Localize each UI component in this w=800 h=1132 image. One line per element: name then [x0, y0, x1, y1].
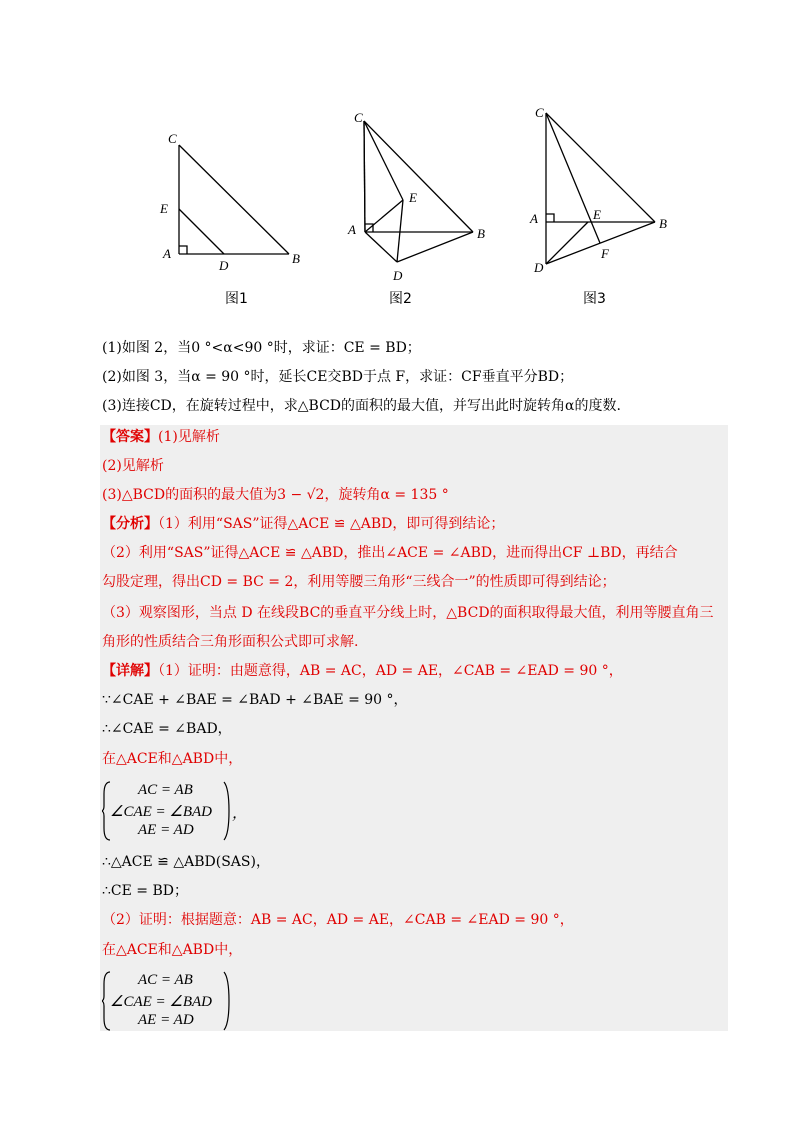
figure-1-lines: [179, 145, 289, 254]
detail-tag: 【详解】: [102, 663, 158, 679]
system-2-row-1: AC = AB: [138, 972, 193, 988]
fig3-point-a: A: [530, 211, 538, 226]
answer-2: (2)见解析: [102, 458, 164, 474]
system-2-row-3: AE = AD: [138, 1012, 194, 1028]
system-1-row-1: AC = AB: [138, 782, 193, 798]
fig2-point-d: D: [393, 268, 403, 283]
system-2-row-2: ∠CAE = ∠BAD: [110, 994, 213, 1010]
fig1-point-d: D: [219, 258, 229, 273]
fig3-caption: 图3: [583, 291, 606, 307]
fig3-point-b: B: [659, 216, 667, 231]
fig2-point-c: C: [354, 110, 363, 125]
analysis-text-1: （1）利用“SAS”证得△ACE ≌ △ABD，即可得到结论；: [158, 516, 505, 532]
analysis-text-5: 角形的性质结合三角形面积公式即可求解.: [102, 634, 359, 650]
answer-tag: 【答案】: [102, 429, 158, 445]
question-1: (1)如图 2，当0 °<α<90 °时，求证：CE = BD；: [102, 340, 421, 356]
analysis-text-2: （2）利用“SAS”证得△ACE ≌ △ABD，推出∠ACE = ∠ABD，进而得出CF ⊥BD，再结合: [102, 545, 678, 561]
detail-text-8: 在△ACE和△ABD中，: [102, 942, 243, 958]
detail-text-1: （1）证明：由题意得，AB = AC，AD = AE，∠CAB = ∠EAD = 90 °，: [158, 663, 623, 679]
detail-text-7: （2）证明：根据题意：AB = AC，AD = AE，∠CAB = ∠EAD = 90 °，: [102, 912, 574, 928]
fig3-point-e: E: [593, 207, 601, 222]
fig3-point-f: F: [601, 246, 609, 261]
analysis-tag: 【分析】: [102, 516, 158, 532]
detail-line-1: [102, 661, 623, 681]
detail-text-4: 在△ACE和△ABD中，: [102, 751, 243, 767]
analysis-line-1: [102, 514, 504, 534]
figure-2-lines: [364, 121, 473, 262]
equation-system-2: [102, 970, 242, 1032]
system-1-row-3: AE = AD: [138, 822, 194, 838]
fig2-caption: 图2: [389, 291, 412, 307]
detail-text-6: ∴CE = BD；: [102, 883, 188, 899]
geometry-figures: [0, 0, 800, 320]
figures-area: [0, 0, 800, 320]
answer-line-1: [102, 427, 220, 447]
fig1-point-a: A: [163, 246, 171, 261]
fig3-point-c: C: [535, 105, 544, 120]
question-3: (3)连接CD，在旋转过程中，求△BCD的面积的最大值，并写出此时旋转角α的度数.: [102, 398, 621, 414]
detail-text-3: ∴∠CAE = ∠BAD，: [102, 721, 232, 737]
system-1-suffix: ，: [232, 806, 248, 822]
analysis-text-3: 勾股定理，得出CD = BC = 2，利用等腰三角形“三线合一”的性质即可得到结论；: [102, 574, 616, 590]
detail-text-2: ∵∠CAE + ∠BAE = ∠BAD + ∠BAE = 90 °，: [102, 692, 408, 708]
fig1-point-b: B: [292, 251, 300, 266]
analysis-text-4: （3）观察图形，当点 D 在线段BC的垂直平分线上时，△BCD的面积取得最大值，利用等腰直角三: [102, 605, 714, 621]
fig1-point-e: E: [160, 201, 168, 216]
fig3-point-d: D: [534, 260, 544, 275]
figure-3-lines: [546, 113, 655, 264]
system-1-row-2: ∠CAE = ∠BAD: [110, 804, 213, 820]
fig2-point-a: A: [348, 222, 356, 237]
fig1-caption: 图1: [225, 291, 248, 307]
equation-system-1: [102, 780, 262, 842]
fig1-point-c: C: [168, 131, 177, 146]
fig2-point-b: B: [477, 226, 485, 241]
detail-text-5: ∴△ACE ≌ △ABD(SAS)，: [102, 854, 270, 870]
question-2: (2)如图 3，当α = 90 °时，延长CE交BD于点 F，求证：CF垂直平分BD；: [102, 369, 574, 385]
answer-1: (1)见解析: [158, 429, 220, 445]
fig2-point-e: E: [409, 190, 417, 205]
answer-3: (3)△BCD的面积的最大值为3 − √2，旋转角α = 135 °: [102, 487, 449, 503]
